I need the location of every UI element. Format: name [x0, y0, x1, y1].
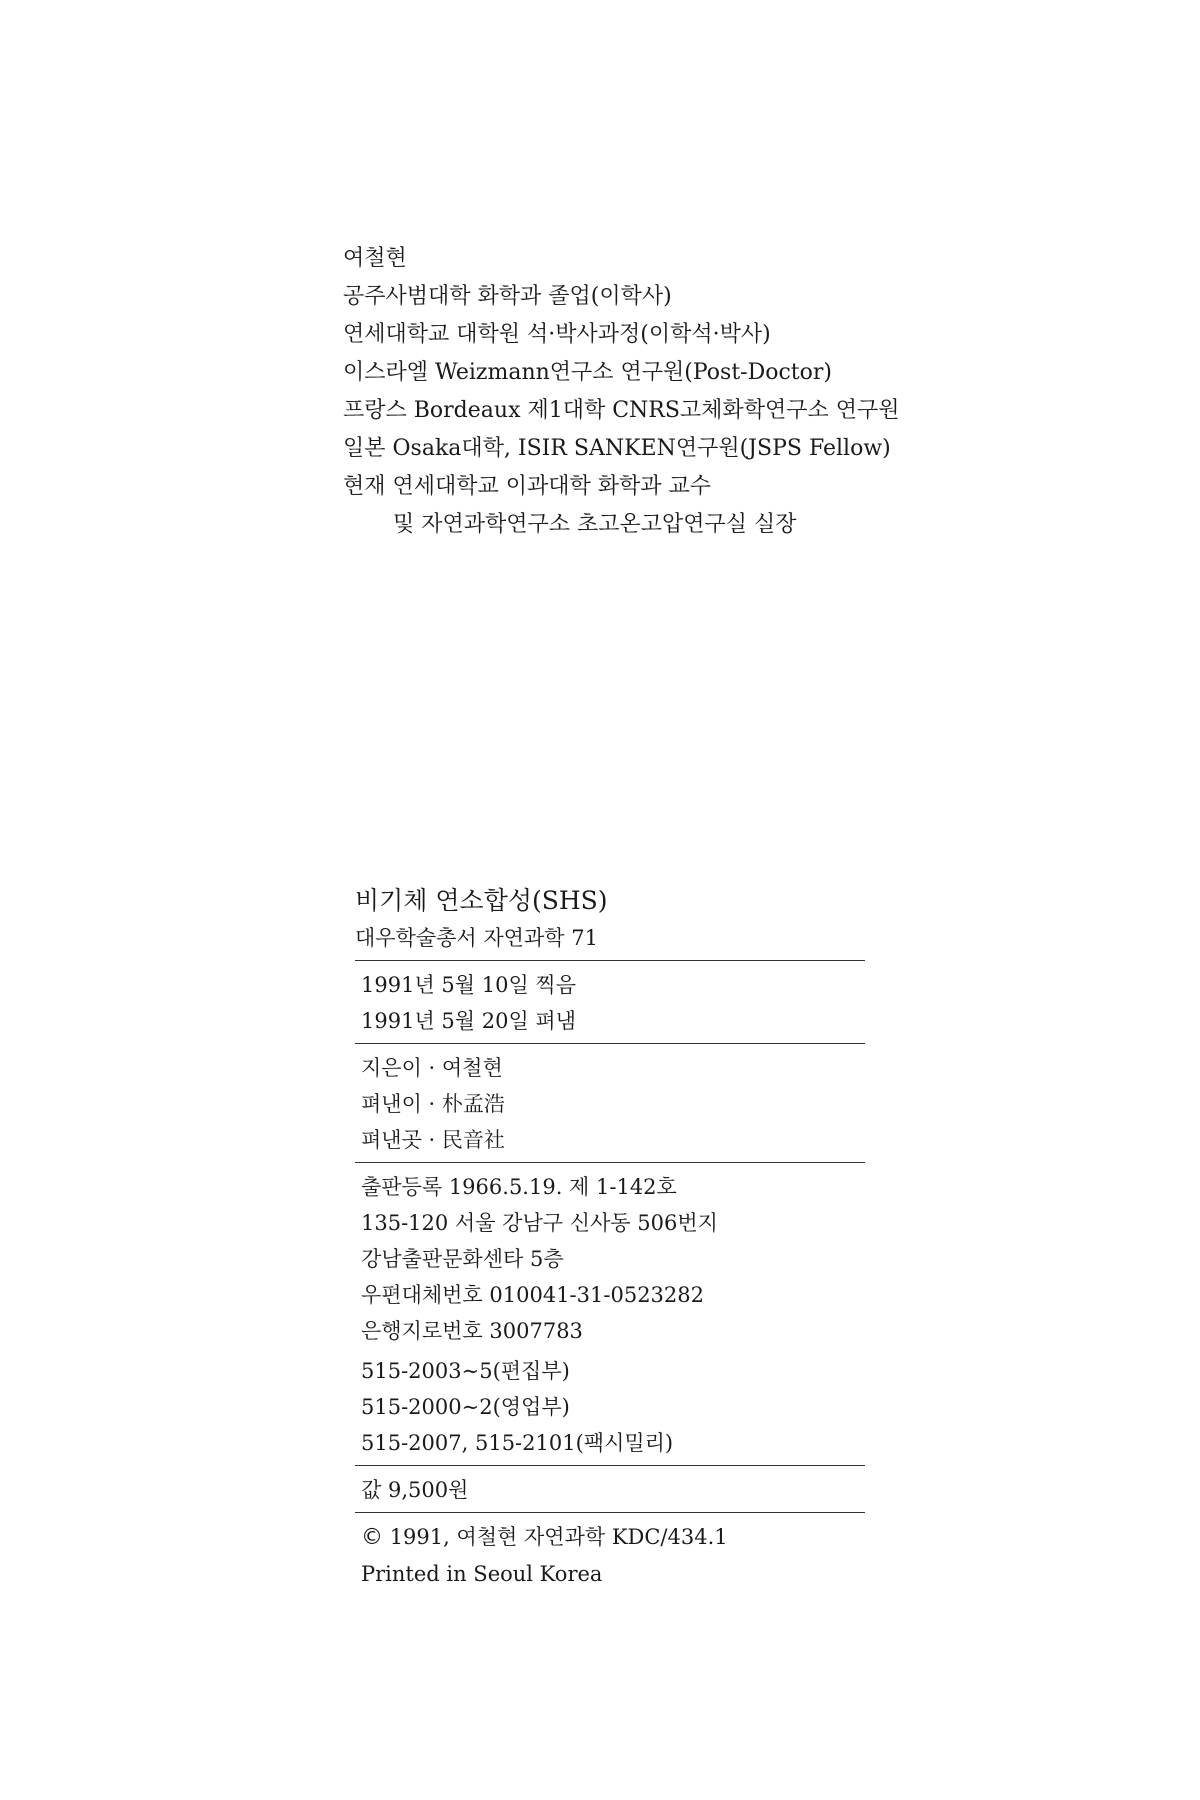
- print-date: 1991년 5월 10일 찍음: [361, 973, 576, 997]
- credit-author: 지은이 · 여철현: [361, 1056, 503, 1080]
- bio-line-bordeaux: 프랑스 Bordeaux 제1대학 CNRS고체화학연구소 연구원: [343, 398, 900, 423]
- printed-in: Printed in Seoul Korea: [361, 1562, 603, 1586]
- fax: 515-2007, 515-2101(팩시밀리): [361, 1431, 674, 1455]
- author-name: 여철현: [343, 246, 407, 271]
- bio-line-graduate: 연세대학교 대학원 석·박사과정(이학석·박사): [343, 322, 771, 347]
- copyright-text: 1991, 여철현 자연과학 KDC/434.1: [389, 1525, 728, 1549]
- bio-line-lab: 및 자연과학연구소 초고온고압연구실 실장: [393, 512, 797, 537]
- copyright-symbol: ©: [361, 1525, 383, 1550]
- credit-press: 펴낸곳 · 民音社: [361, 1128, 505, 1152]
- bio-line-education: 공주사범대학 화학과 졸업(이학사): [343, 284, 672, 309]
- dates-block: [355, 960, 865, 1043]
- price: 값 9,500원: [361, 1478, 469, 1502]
- credits-block: [355, 1043, 865, 1162]
- colophon: [355, 882, 865, 1592]
- bio-line-weizmann: 이스라엘 Weizmann연구소 연구원(Post-Doctor): [343, 360, 832, 385]
- phone-editorial: 515-2003∼5(편집부): [361, 1359, 570, 1383]
- publish-date: 1991년 5월 20일 펴냄: [361, 1009, 576, 1033]
- address: 135-120 서울 강남구 신사동 506번지: [361, 1211, 718, 1235]
- registration: 출판등록 1966.5.19. 제 1-142호: [361, 1175, 677, 1199]
- giro-account: 은행지로번호 3007783: [361, 1319, 583, 1343]
- bio-line-osaka: 일본 Osaka대학, ISIR SANKEN연구원(JSPS Fellow): [343, 436, 891, 461]
- credit-publisher: 펴낸이 · 朴孟浩: [361, 1092, 505, 1116]
- bio-line-current: 현재 연세대학교 이과대학 화학과 교수: [343, 474, 712, 499]
- copyright-block: [355, 1513, 865, 1592]
- phone-business: 515-2000∼2(영업부): [361, 1395, 570, 1419]
- copyright-line: [361, 1519, 859, 1556]
- postal-account: 우편대체번호 010041-31-0523282: [361, 1283, 704, 1307]
- price-block: [355, 1465, 865, 1512]
- book-series: 대우학술총서 자연과학 71: [355, 926, 598, 950]
- book-title: 비기체 연소합성(SHS): [355, 886, 608, 915]
- building: 강남출판문화센타 5층: [361, 1247, 564, 1271]
- author-bio: [343, 240, 983, 544]
- publisher-info-block: [355, 1162, 865, 1465]
